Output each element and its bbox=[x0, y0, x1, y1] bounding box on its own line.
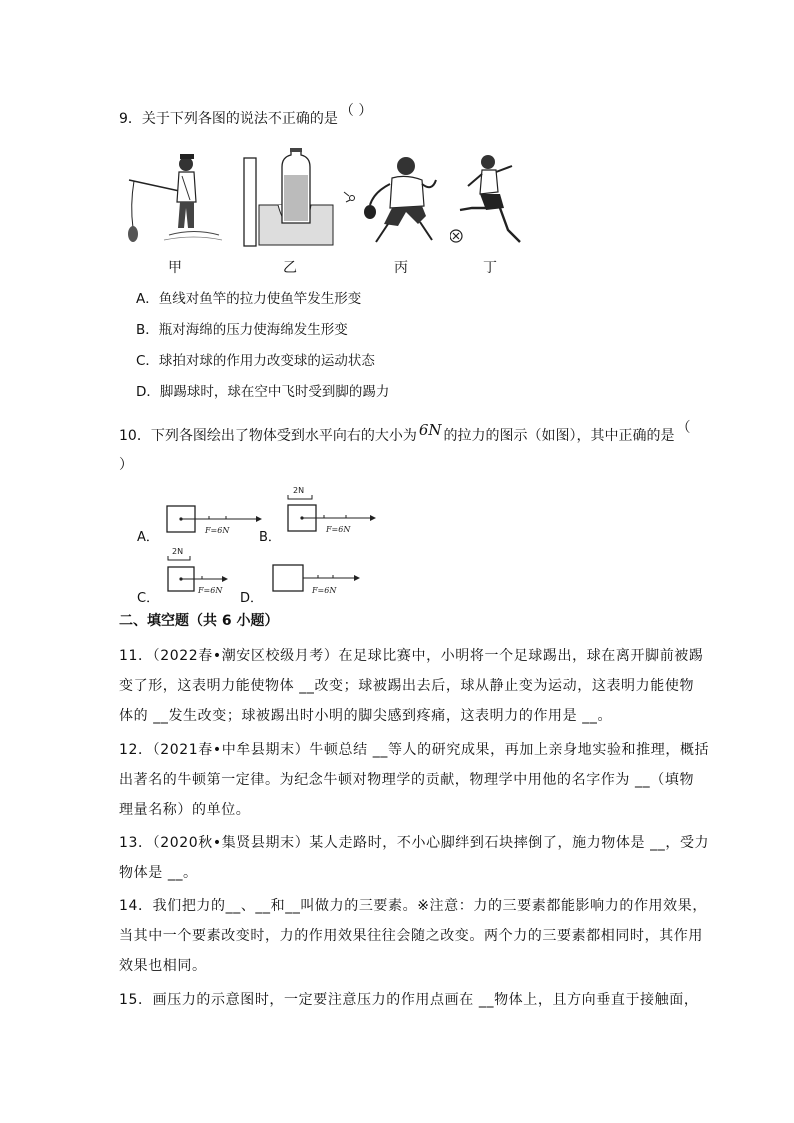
force-diagram-b bbox=[284, 485, 379, 540]
force-label-d: F=6N bbox=[312, 586, 337, 595]
q9-option-b: B．瓶对海绵的压力使海绵发生形变 bbox=[136, 322, 348, 338]
kicking-figure bbox=[450, 150, 535, 255]
q14-line-1: 14．我们把力的__、__和__叫做力的三要素。※注意：力的三要素都能影响力的作用效果， bbox=[119, 898, 707, 914]
q12-line-3: 理量名称）的单位。 bbox=[119, 802, 251, 818]
q12-line-2: 出著名的牛顿第一定律。为纪念牛顿对物理学的贡献，物理学中用他的名字作为 __（填物 bbox=[119, 772, 695, 788]
q10-stem-part2: 的拉力的图示（如图），其中正确的是 bbox=[443, 428, 675, 444]
q15-line-1: 15．画压力的示意图时，一定要注意压力的作用点画在 __物体上，且方向垂直于接触面， bbox=[119, 992, 699, 1008]
q9-option-d: D．脚踢球时，球在空中飞时受到脚的踢力 bbox=[136, 384, 390, 400]
figure-caption-jia: 甲 bbox=[168, 260, 182, 276]
q10-option-b-label: B． bbox=[259, 530, 281, 545]
force-diagram-d bbox=[270, 560, 365, 600]
force-label-c: F=6N bbox=[198, 586, 223, 595]
q10-force-magnitude: 6N bbox=[418, 421, 442, 439]
q10-option-a-label: A． bbox=[137, 530, 159, 545]
force-label-b: F=6N bbox=[326, 525, 351, 534]
q14-line-3: 效果也相同。 bbox=[119, 958, 207, 974]
scale-label-b: 2N bbox=[293, 486, 305, 495]
q11-line-1: 11．（2022春•潮安区校级月考）在足球比赛中，小明将一个足球踢出，球在离开脚前被踢 bbox=[119, 648, 704, 664]
figure-caption-bing: 丙 bbox=[394, 260, 408, 276]
force-diagram-a bbox=[164, 500, 264, 540]
table-tennis-figure bbox=[340, 150, 445, 255]
q9-stem bbox=[119, 103, 373, 129]
q11-line-3: 体的 __发生改变；球被踢出时小明的脚尖感到疼痛，这表明力的作用是 __。 bbox=[119, 708, 613, 724]
bottle-sponge-figure bbox=[238, 145, 338, 249]
q10-option-d-label: D． bbox=[240, 591, 264, 606]
q10-option-c-label: C． bbox=[137, 591, 160, 606]
q13-line-1: 13．（2020秋•集贤县期末）某人走路时，不小心脚绊到石块摔倒了，施力物体是 __，受力 bbox=[119, 835, 710, 851]
fishing-figure bbox=[124, 150, 224, 250]
q9-option-a: A．鱼线对鱼竿的拉力使鱼竿发生形变 bbox=[136, 291, 362, 307]
force-label-a: F=6N bbox=[205, 526, 230, 535]
figure-caption-yi: 乙 bbox=[283, 260, 297, 276]
q13-line-2: 物体是 __。 bbox=[119, 865, 198, 881]
q11-line-2: 变了形，这表明力能使物体 __改变；球被踢出去后，球从静止变为运动，这表明力能使物 bbox=[119, 678, 695, 694]
q9-option-c: C．球拍对球的作用力改变球的运动状态 bbox=[136, 353, 375, 369]
q14-line-2: 当其中一个要素改变时，力的作用效果往往会随之改变。两个力的三要素都相同时，其作用 bbox=[119, 928, 703, 944]
figure-caption-ding: 丁 bbox=[483, 260, 497, 276]
q10-paren-open: （ bbox=[676, 420, 691, 436]
scale-label-c: 2N bbox=[172, 547, 184, 556]
q12-line-1: 12．（2021春•中牟县期末）牛顿总结 __等人的研究成果，再加上亲身地实验和推理，概括 bbox=[119, 742, 710, 758]
q10-stem-part1: 10．下列各图绘出了物体受到水平向右的大小为 bbox=[119, 428, 417, 444]
q10-paren-close: ） bbox=[119, 457, 133, 473]
section-title-fill-blank: 二、填空题（共 6 小题） bbox=[119, 613, 279, 629]
q9-answer-paren: （ ） bbox=[339, 103, 373, 119]
q9-stem-text: 9．关于下列各图的说法不正确的是 bbox=[119, 111, 338, 127]
q10-stem bbox=[119, 420, 691, 446]
